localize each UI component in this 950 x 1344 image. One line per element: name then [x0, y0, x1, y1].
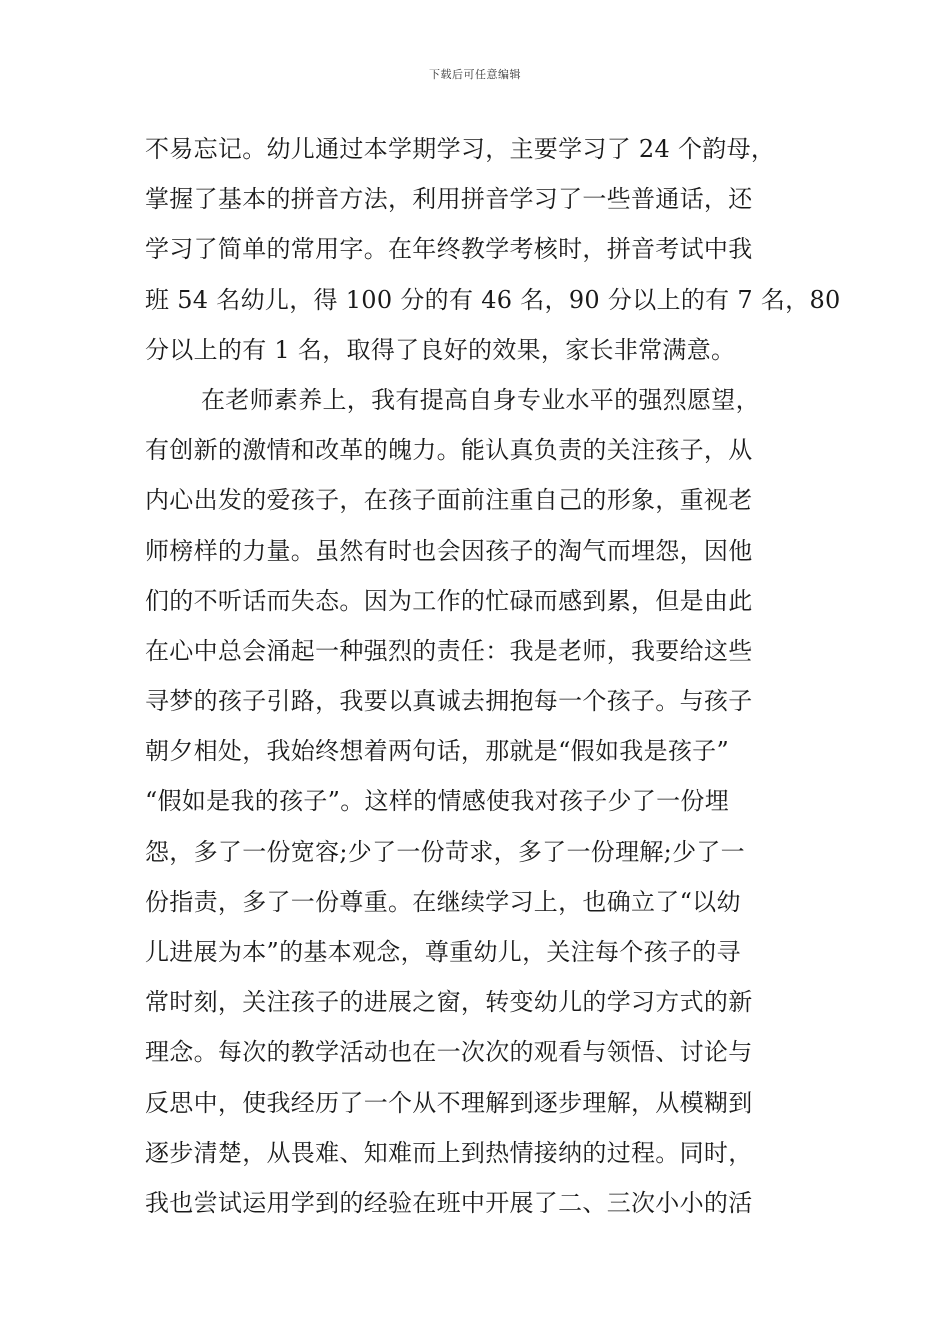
- text-line: 常时刻，关注孩子的进展之窗，转变幼儿的学习方式的新: [145, 988, 753, 1017]
- text-line: 有创新的激情和改革的魄力。能认真负责的关注孩子，从: [145, 436, 753, 465]
- text-line: 儿进展为本”的基本观念，尊重幼儿，关注每个孩子的寻: [145, 938, 741, 966]
- text-line: “假如是我的孩子”。这样的情感使我对孩子少了一份埋: [145, 787, 730, 816]
- text-line: 在老师素养上，我有提高自身专业水平的强烈愿望，: [201, 385, 760, 414]
- text-line: 份指责，多了一份尊重。在继续学习上，也确立了“以幼: [145, 887, 741, 916]
- text-line: 分以上的有 1 名，取得了良好的效果，家长非常满意。: [145, 335, 736, 364]
- text-line: 学习了简单的常用字。在年终教学考核时，拼音考试中我: [145, 235, 753, 264]
- text-line: 在心中总会涌起一种强烈的责任：我是老师，我要给这些: [145, 636, 753, 665]
- text-line: 朝夕相处，我始终想着两句话，那就是“假如我是孩子”: [145, 737, 730, 766]
- text-line: 寻梦的孩子引路，我要以真诚去拥抱每一个孩子。与孩子: [145, 687, 753, 716]
- text-line: 我也尝试运用学到的经验在班中开展了二、三次小小的活: [145, 1188, 753, 1217]
- text-line: 理念。每次的教学活动也在一次次的观看与领悟、讨论与: [145, 1038, 753, 1067]
- text-line: 不易忘记。幼儿通过本学期学习，主要学习了 24 个韵母，: [145, 135, 776, 163]
- text-line: 逐步清楚，从畏难、知难而上到热情接纳的过程。同时，: [145, 1138, 753, 1167]
- text-line: 掌握了基本的拼音方法，利用拼音学习了一些普通话，还: [145, 185, 753, 214]
- body-text: [145, 124, 841, 1228]
- text-line: 内心出发的爱孩子，在孩子面前注重自己的形象，重视老: [145, 486, 753, 515]
- text-line: 们的不听话而失态。因为工作的忙碌而感到累，但是由此: [145, 586, 753, 615]
- text-line: 反思中，使我经历了一个从不理解到逐步理解，从模糊到: [145, 1088, 753, 1117]
- text-line: 怨，多了一份宽容;少了一份苛求，多了一份理解;少了一: [145, 837, 745, 866]
- page-header: 下载后可任意编辑: [429, 68, 521, 81]
- text-line: 班 54 名幼儿，得 100 分的有 46 名，90 分以上的有 7 名，80: [145, 285, 841, 314]
- text-line: 师榜样的力量。虽然有时也会因孩子的淘气而埋怨，因他: [145, 536, 753, 565]
